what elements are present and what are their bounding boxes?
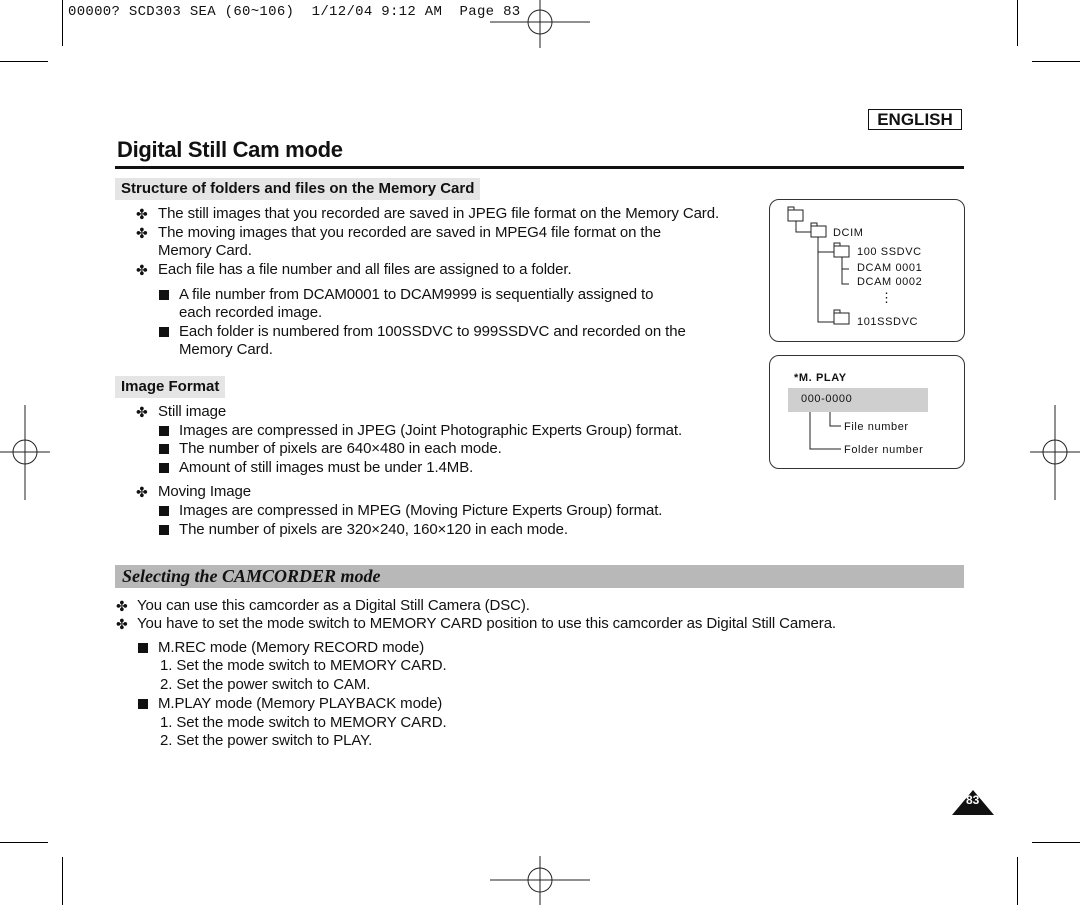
language-badge: ENGLISH xyxy=(868,109,962,130)
title-rule xyxy=(115,166,964,169)
square-bullet xyxy=(138,699,148,709)
file-0001-label: DCAM 0001 xyxy=(857,262,923,274)
structure-sub-2-cont: Memory Card. xyxy=(179,341,273,358)
cross-bullet: ✤ xyxy=(136,404,148,420)
cross-bullet: ✤ xyxy=(136,206,148,222)
moving-item-2: The number of pixels are 320×240, 160×120 in each mode. xyxy=(179,521,568,538)
mrec-title: M.REC mode (Memory RECORD mode) xyxy=(158,639,425,656)
structure-bullet-2: The moving images that you recorded are saved in MPEG4 file format on the xyxy=(158,224,661,241)
cross-bullet: ✤ xyxy=(136,262,148,278)
page-number: 83 xyxy=(966,793,980,807)
folder-number-label: Folder number xyxy=(844,444,924,456)
cross-bullet: ✤ xyxy=(136,484,148,500)
square-bullet xyxy=(159,444,169,454)
folder-100-label: 100 SSDVC xyxy=(857,246,922,258)
mrec-step-2: 2. Set the power switch to CAM. xyxy=(160,676,371,693)
selecting-heading: Selecting the CAMCORDER mode xyxy=(122,566,381,586)
structure-bullet-1: The still images that you recorded are saved in JPEG file format on the Memory Card. xyxy=(158,205,720,222)
square-bullet xyxy=(159,426,169,436)
still-item-1: Images are compressed in JPEG (Joint Photographic Experts Group) format. xyxy=(179,422,683,439)
mrec-step-1: 1. Set the mode switch to MEMORY CARD. xyxy=(160,657,447,674)
square-bullet xyxy=(159,463,169,473)
print-header: 00000? SCD303 SEA (60~106) 1/12/04 9:12 AM Page 83 xyxy=(68,4,521,20)
cross-bullet: ✤ xyxy=(116,598,128,614)
file-number-label: File number xyxy=(844,421,909,433)
structure-sub-2: Each folder is numbered from 100SSDVC to 999SSDVC and recorded on the xyxy=(179,323,686,340)
mplay-step-1: 1. Set the mode switch to MEMORY CARD. xyxy=(160,714,447,731)
structure-bullet-3: Each file has a file number and all files are assigned to a folder. xyxy=(158,261,572,278)
square-bullet xyxy=(159,506,169,516)
mplay-label: *M. PLAY xyxy=(794,372,847,384)
cross-bullet: ✤ xyxy=(116,616,128,632)
image-format-heading: Image Format xyxy=(115,376,225,398)
counter-value: 000-0000 xyxy=(801,393,853,405)
structure-bullet-2-cont: Memory Card. xyxy=(158,242,252,259)
still-item-3: Amount of still images must be under 1.4MB. xyxy=(179,459,474,476)
structure-heading: Structure of folders and files on the Memory Card xyxy=(115,178,480,200)
selecting-bullet-1: You can use this camcorder as a Digital Still Camera (DSC). xyxy=(137,597,530,614)
square-bullet xyxy=(159,290,169,300)
still-item-2: The number of pixels are 640×480 in each mode. xyxy=(179,440,502,457)
ellipsis-icon: ⋮ xyxy=(880,290,894,305)
file-0002-label: DCAM 0002 xyxy=(857,276,923,288)
selecting-heading-bar xyxy=(115,565,964,588)
dcim-label: DCIM xyxy=(833,227,864,239)
square-bullet xyxy=(159,327,169,337)
mplay-step-2: 2. Set the power switch to PLAY. xyxy=(160,732,373,749)
square-bullet xyxy=(138,643,148,653)
cross-bullet: ✤ xyxy=(136,225,148,241)
structure-sub-1: A file number from DCAM0001 to DCAM9999 is sequentially assigned to xyxy=(179,286,654,303)
selecting-bullet-2: You have to set the mode switch to MEMORY CARD position to use this camcorder as Digital Still Camera. xyxy=(137,615,836,632)
moving-item-1: Images are compressed in MPEG (Moving Picture Experts Group) format. xyxy=(179,502,663,519)
moving-image-title: Moving Image xyxy=(158,483,252,500)
folder-101-label: 101SSDVC xyxy=(857,316,919,328)
page-title: Digital Still Cam mode xyxy=(117,137,343,162)
mplay-title: M.PLAY mode (Memory PLAYBACK mode) xyxy=(158,695,443,712)
square-bullet xyxy=(159,525,169,535)
still-image-title: Still image xyxy=(158,403,227,420)
structure-sub-1-cont: each recorded image. xyxy=(179,304,323,321)
